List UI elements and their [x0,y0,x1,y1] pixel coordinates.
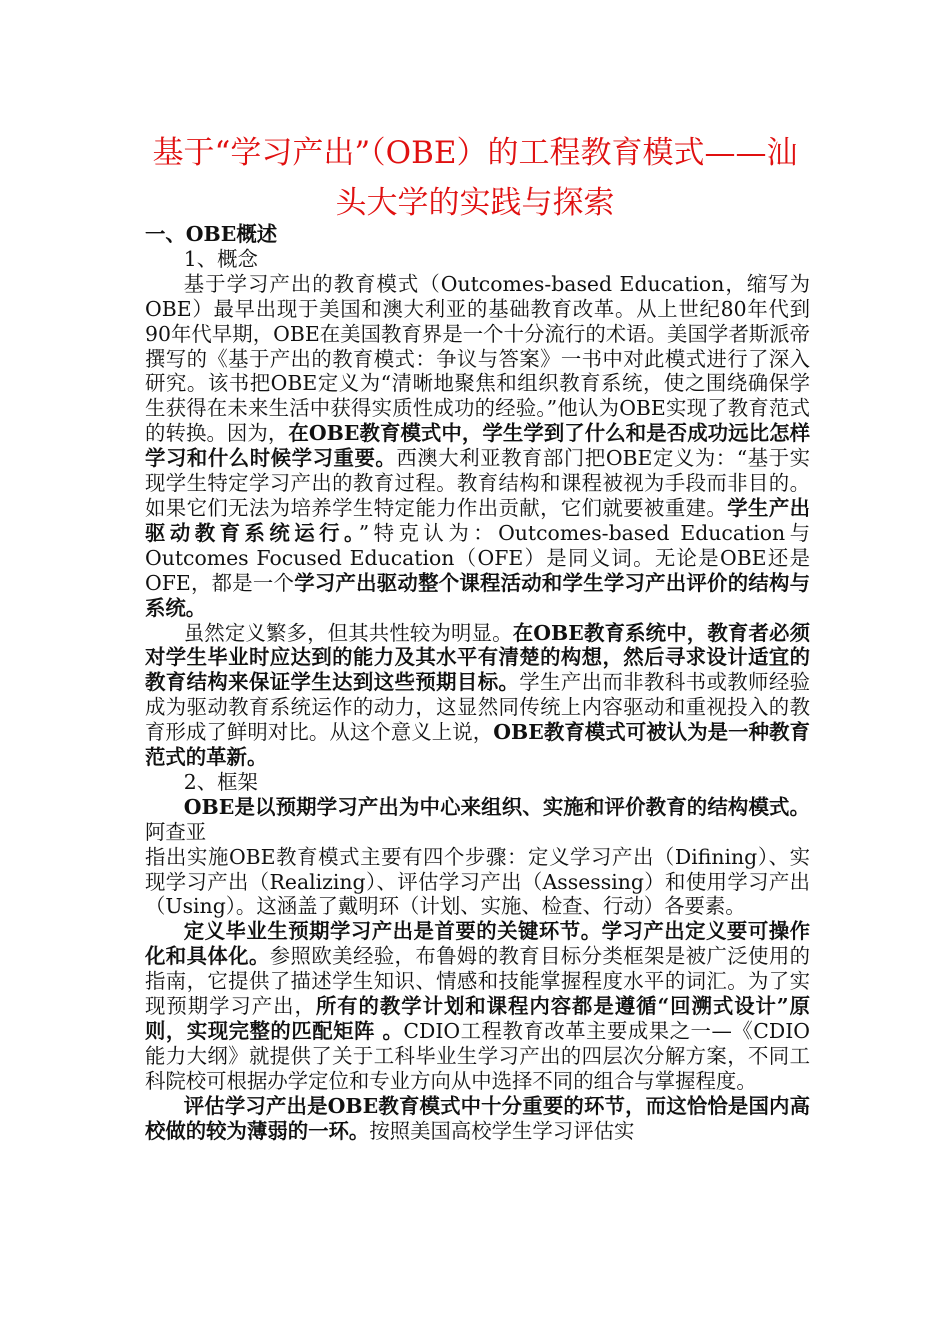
paragraph-assess-outcomes [145,1094,810,1144]
paragraph-concept [145,272,810,621]
paragraph-define-outcomes [145,919,810,1093]
text-run: 西澳大利亚教育部门把OBE定义为：“基于实现学生特定学习产出的教育过程。教育结构和课程被视为手段而非目的。如果它们无法为培养学生特定能力作出贡献，它们就要被重建。 [145,446,811,520]
bold-run: 定义毕业生预期学习产出是首要的关键环节。学习产出定义要可操作化和具体化。 [145,919,810,969]
text-run: 基于学习产出的教育模式（Outcomes-based Education，缩写为OBE）最早出现于美国和澳大利亚的基础教育改革。从上世纪80年代到90年代早期，OBE在美国教育界是一个十分流行的术语。美国学者斯派帝撰写的《基于产出的教育模式：争议与答案》一书中对此模式进行了深入研究。该书把OBE定义为“清晰地聚焦和组织教育系统，使之围绕确保学生获得在未来生活中获得实质性成功的经验。”他认为OBE实现了教育范式的转换。因为， [145,271,810,446]
paragraph-framework [145,795,810,845]
text-run: CDIO工程教育改革主要成果之一—《CDIO能力大纲》就提供了关于工科毕业生学习产出的四层次分解方案，不同工科院校可根据办学定位和专业方向从中选择不同的组合与掌握程度。 [145,1019,810,1093]
bold-run: 所有的教学计划和课程内容都是遵循“回溯式设计”原则，实现完整的匹配矩阵 。 [145,994,810,1043]
paragraph-commonality [145,621,810,770]
subsection-heading: 2、框架 [183,769,258,794]
text-run: 阿查亚 [145,819,207,844]
bold-run: 学生产出驱动教育系统运行。 [145,495,811,545]
text-run: 按照美国高校学生学习评估实 [369,1118,635,1143]
bold-run: 在OBE教育系统中，教育者必须对学生毕业时应达到的能力及其水平有清楚的构想，然后寻求设计适宜的教育结构来保证学生达到这些预期目标。 [145,620,811,695]
bold-run: 在OBE教育模式中，学生学到了什么和是否成功远比怎样学习和什么时候学习重要。 [145,421,810,471]
text-run: 虽然定义繁多，但其共性较为明显。 [183,620,513,645]
bold-run: OBE教育模式可被认为是一种教育范式的革新。 [145,720,811,770]
bold-run: OBE是以预期学习产出为中心来组织、实施和评价教育的结构模式。 [183,794,810,819]
text-run: 参照欧美经验，布鲁姆的教育目标分类框架是被广泛使用的指南，它提供了描述学生知识、情感和技能掌握程度水平的词汇。为了实现预期学习产出， [145,944,810,1019]
section-heading: 一、OBE概述 [145,222,278,246]
text-run: 指出实施OBE教育模式主要有四个步骤：定义学习产出（Difining）、实现学习产出（Realizing）、评估学习产出（Assessing）和使用学习产出（Using）。这涵盖了戴明环（计划、实施、检查、行动）各要素。 [145,844,810,919]
paragraph-framework-cont [145,845,810,920]
subsection-heading: 1、概念 [183,246,258,271]
text-run: 学生产出而非教科书或教师经验成为驱动教育系统运作的动力，这显然同传统上内容驱动和重视投入的教育形成了鲜明对比。从这个意义上说， [145,670,811,745]
document-body [145,222,810,1144]
bold-run: 评估学习产出是OBE教育模式中十分重要的环节，而这恰恰是国内高校做的较为薄弱的一环。 [145,1093,810,1143]
bold-run: 学习产出驱动整个课程活动和学生学习产出评价的结构与系统。 [145,570,811,620]
text-run: ”特克认为：Outcomes-based Education与Outcomes Focused Education（OFE）是同义词。无论是OBE还是OFE，都是一个 [145,520,810,595]
document-title: 基于“学习产出”（OBE）的工程教育模式——汕头大学的实践与探索 [152,135,798,221]
